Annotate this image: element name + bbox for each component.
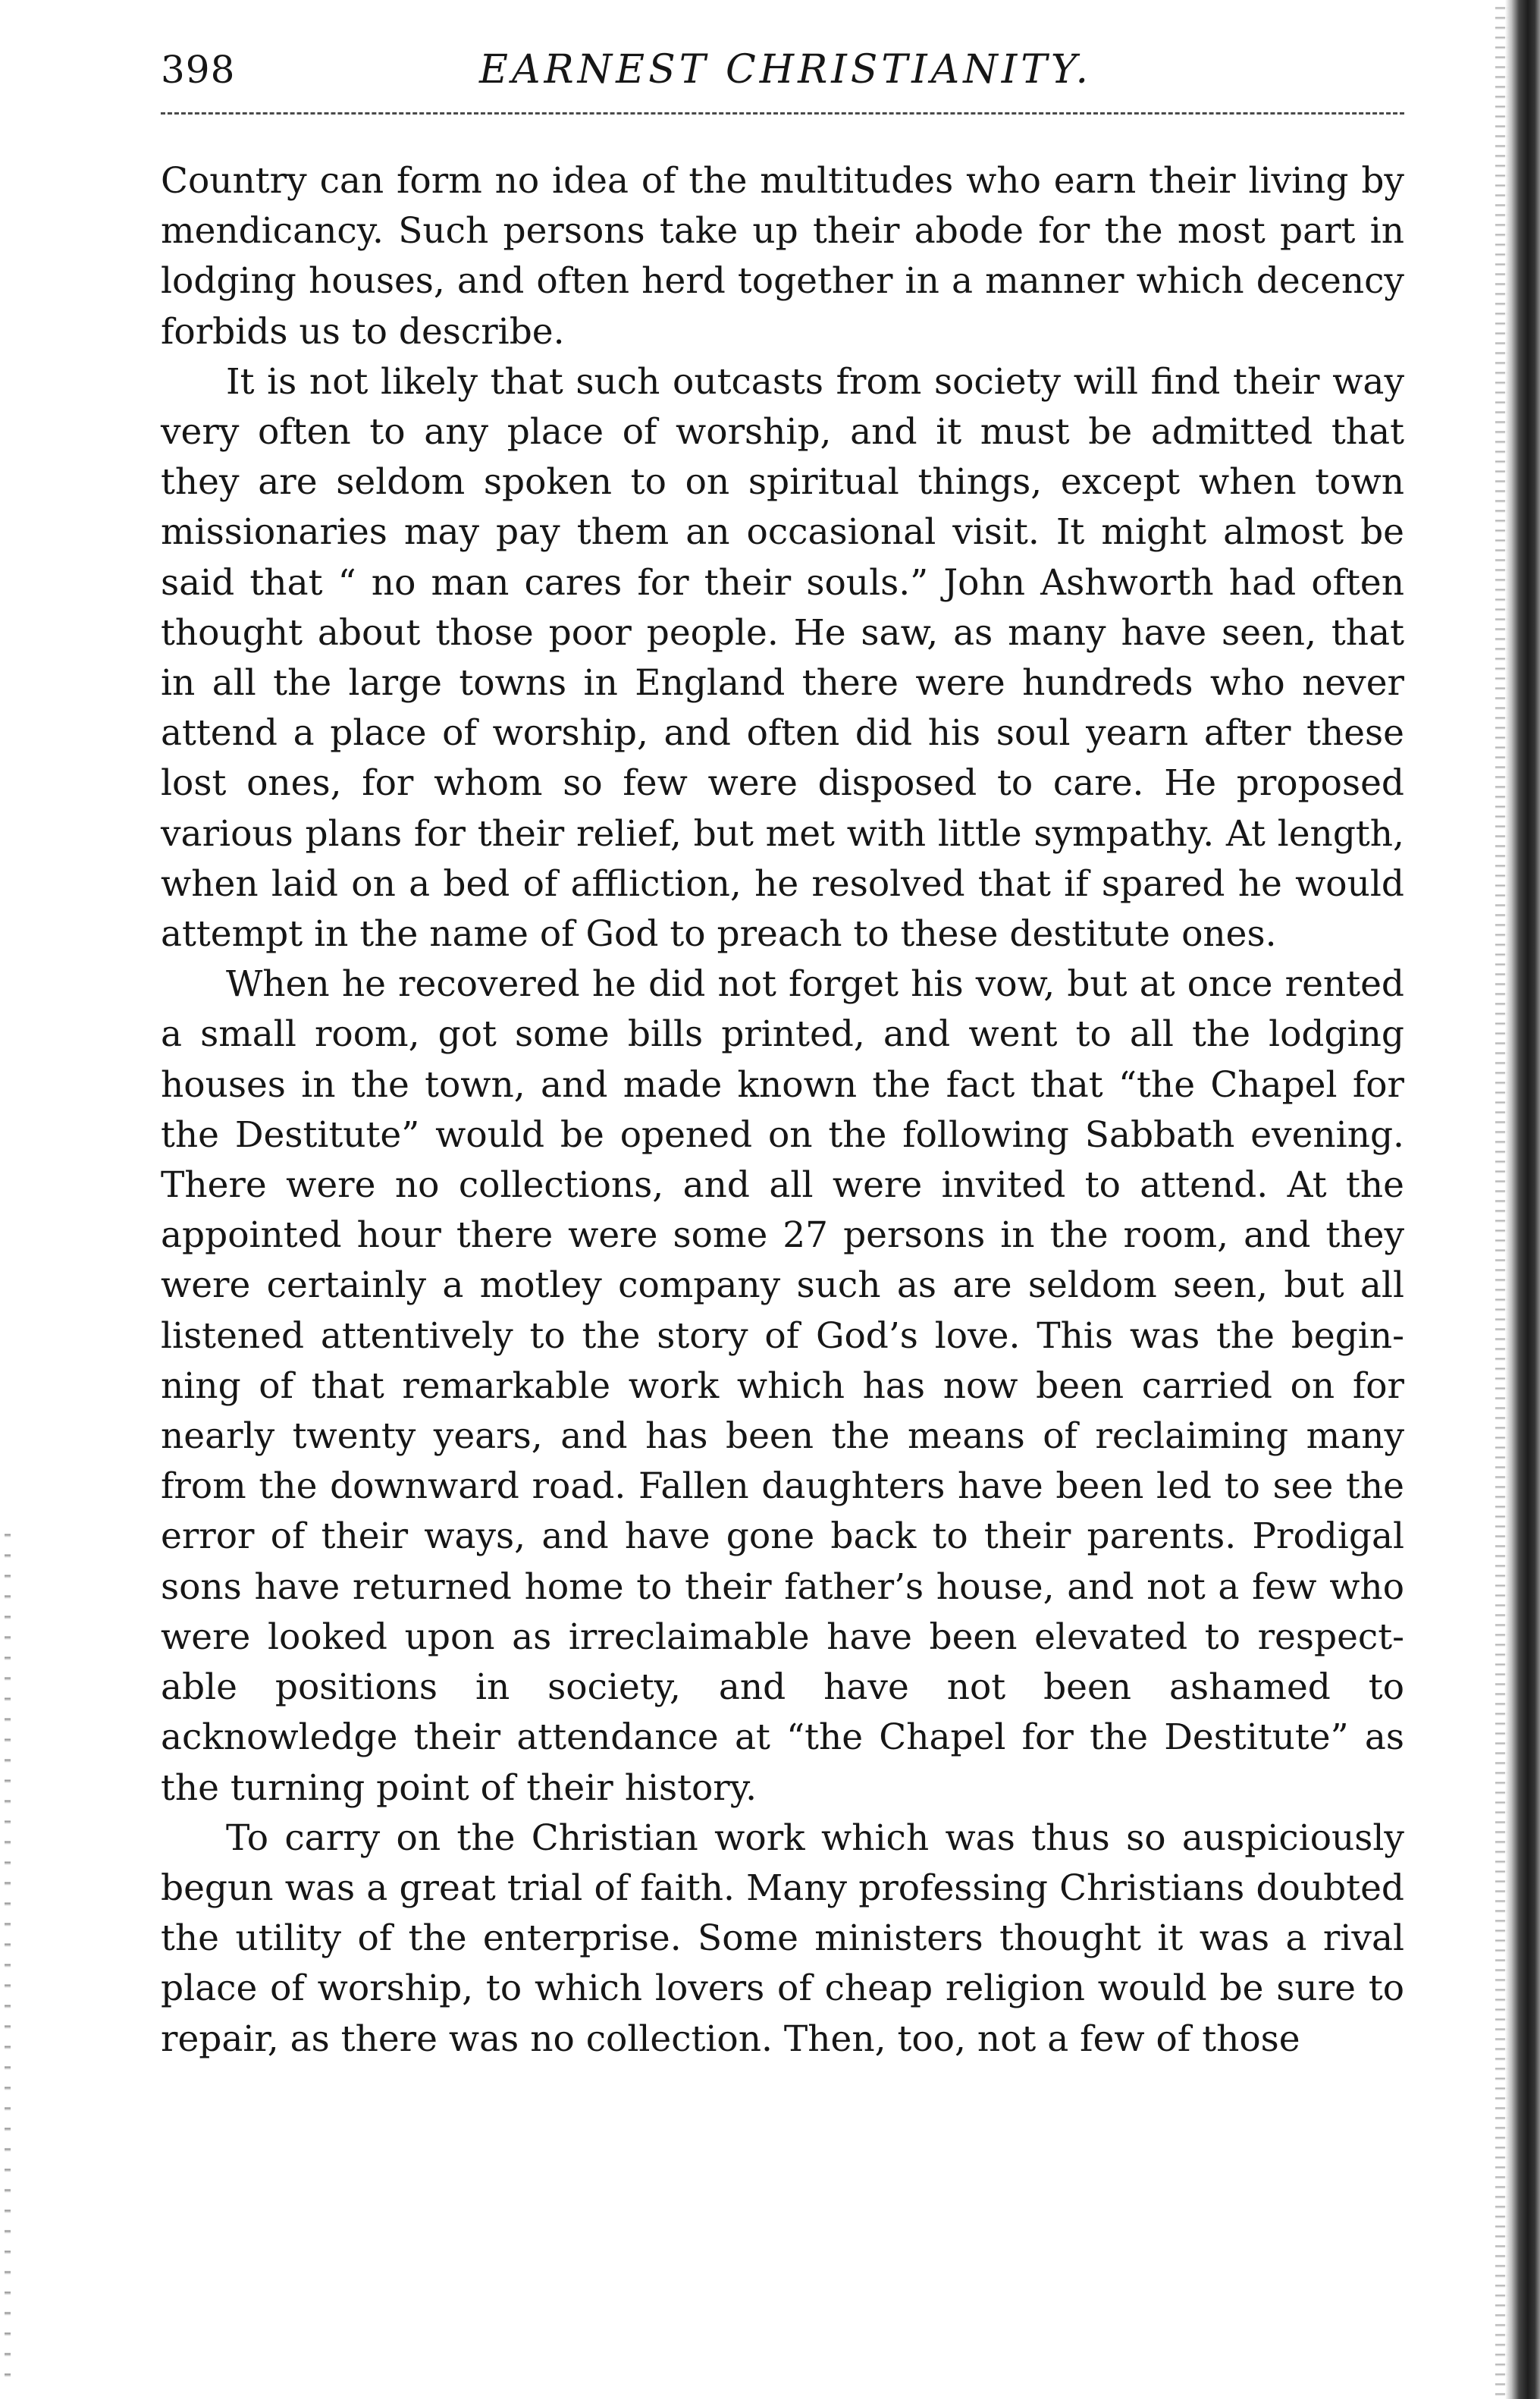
running-title: EARNEST CHRISTIANITY. [479, 47, 1093, 93]
scan-binding-edge [1505, 0, 1540, 2399]
paragraph-1: Country can form no idea of the multitudes who earn their living by mendicancy. Such persons take up their abode for the most part in lodging houses, and often herd together in a manner which decency forbids us to describe. [161, 160, 1404, 353]
header-rule [161, 112, 1404, 115]
running-head [161, 39, 1404, 100]
paragraph-4: To carry on the Christian work which was thus so auspiciously begun was a great trial of faith. Many professing Christians doubted the utility of the enterprise. Some ministers thought it was a rival place of worship, to which lovers of cheap religion would be sure to repair, as there was no collection. Then, too, not a few of those [161, 1817, 1404, 2060]
page-number: 398 [161, 48, 236, 92]
scan-margin-specks [5, 1517, 11, 2389]
paragraph-3: When he recovered he did not forget his vow, but at once rented a small room, got some bills printed, and went to all the lodging houses in the town, and made known the fact that “the Chapel for the Destitute” would be opened on the following Sabbath evening. There were no collections, and all were invited to attend. At the appointed hour there were some 27 persons in the room, and they were certainly a motley company such as are seldom seen, but all listened attentively to the story of God’s love. This was the beginning of that remarkable work which has now been carried on for nearly twenty years, and has been the means of reclaiming many from the downward road. Fallen daughters have been led to see the error of their ways, and have gone back to their parents. Prodigal sons have returned home to their father’s house, and not a few who were looked upon as irreclaimable have been elevated to respectable positions in society, and have not been ashamed to acknowledge their attendance at “the Chapel for the Destitute” as the turning point of their history. [161, 963, 1404, 1809]
paragraph-2: It is not likely that such outcasts from society will find their way very often to any place of worship, and it must be admitted that they are seldom spoken to on spiritual things, except when town missionaries may pay them an occasional visit. It might almost be said that “ no man cares for their souls.” John Ashworth had often thought about those poor people. He saw, as many have seen, that in all the large towns in England there were hundreds who never attend a place of worship, and often did his soul yearn after these lost ones, for whom so few were disposed to care. He proposed various plans for their relief, but met with little sympathy. At length, when laid on a bed of affliction, he resolved that if spared he would attempt in the name of God to preach to these destitute ones. [161, 360, 1404, 956]
body-text [161, 156, 1404, 2065]
